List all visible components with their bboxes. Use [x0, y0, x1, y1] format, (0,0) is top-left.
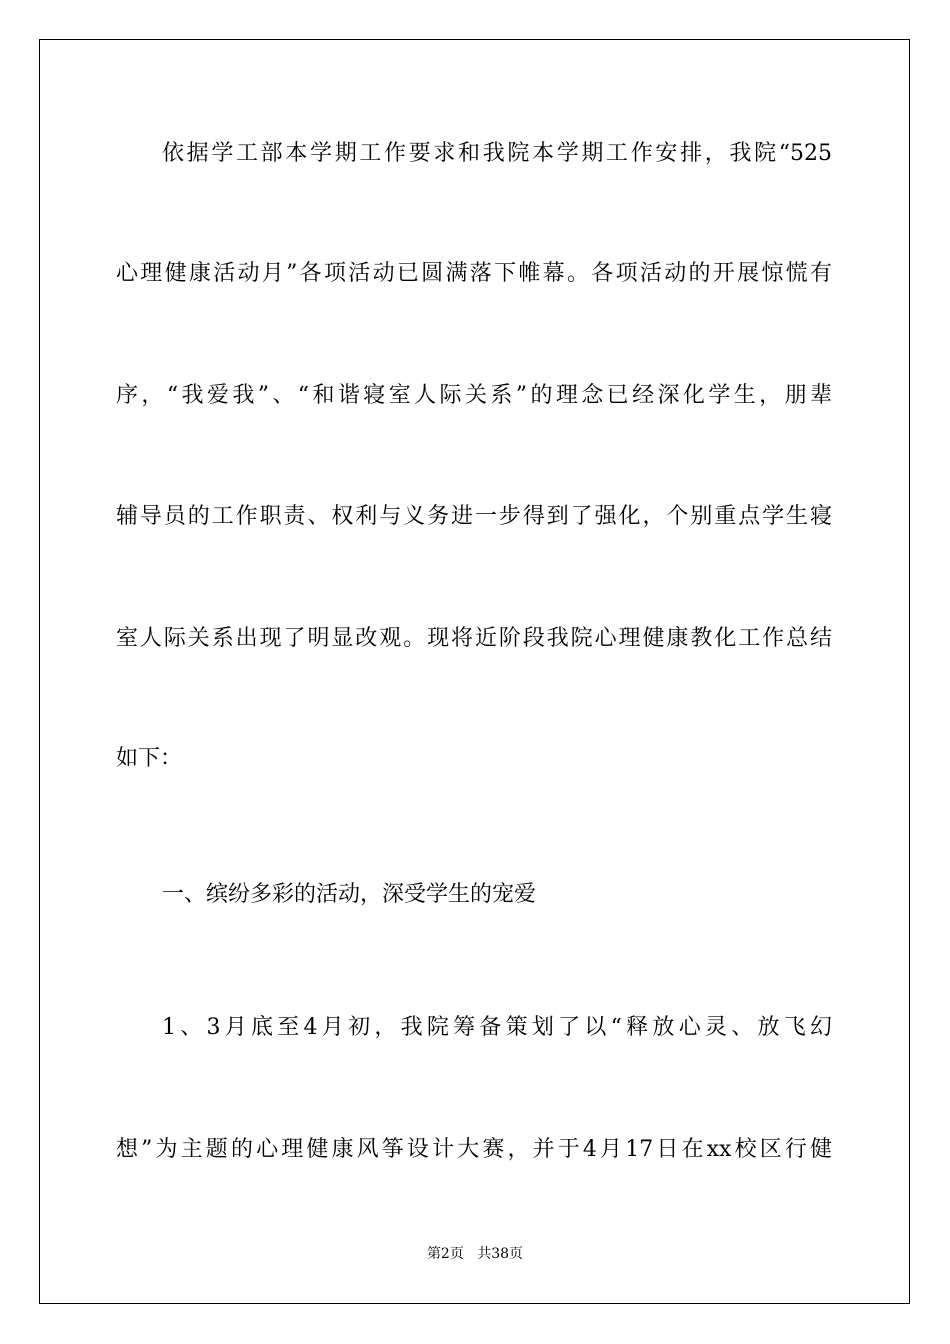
page-total: 共38页: [477, 1246, 524, 1262]
body-text-line: 依据学工部本学期工作要求和我院本学期工作安排，我院“525: [162, 141, 832, 166]
body-text-line: 如下：: [116, 746, 183, 771]
body-text-line: 想”为主题的心理健康风筝设计大赛，并于4月17日在xx校区行健: [116, 1137, 832, 1162]
body-text-line: 1、3月底至4月初，我院筹备策划了以“释放心灵、放飞幻: [162, 1015, 832, 1040]
body-text-line: 心理健康活动月”各项活动已圆满落下帷幕。各项活动的开展惊慌有: [116, 261, 832, 286]
page-footer: [0, 1244, 950, 1264]
body-text-line: 序，“我爱我”、“和谐寝室人际关系”的理念已经深化学生，朋辈: [116, 383, 832, 408]
page-border: [39, 39, 910, 1304]
body-text-line: 室人际关系出现了明显改观。现将近阶段我院心理健康教化工作总结: [116, 626, 832, 651]
section-heading: 一、缤纷多彩的活动，深受学生的宠爱: [162, 882, 537, 907]
body-text-line: 辅导员的工作职责、权利与义务进一步得到了强化，个别重点学生寝: [116, 504, 832, 529]
page-number: 第2页: [426, 1246, 464, 1262]
